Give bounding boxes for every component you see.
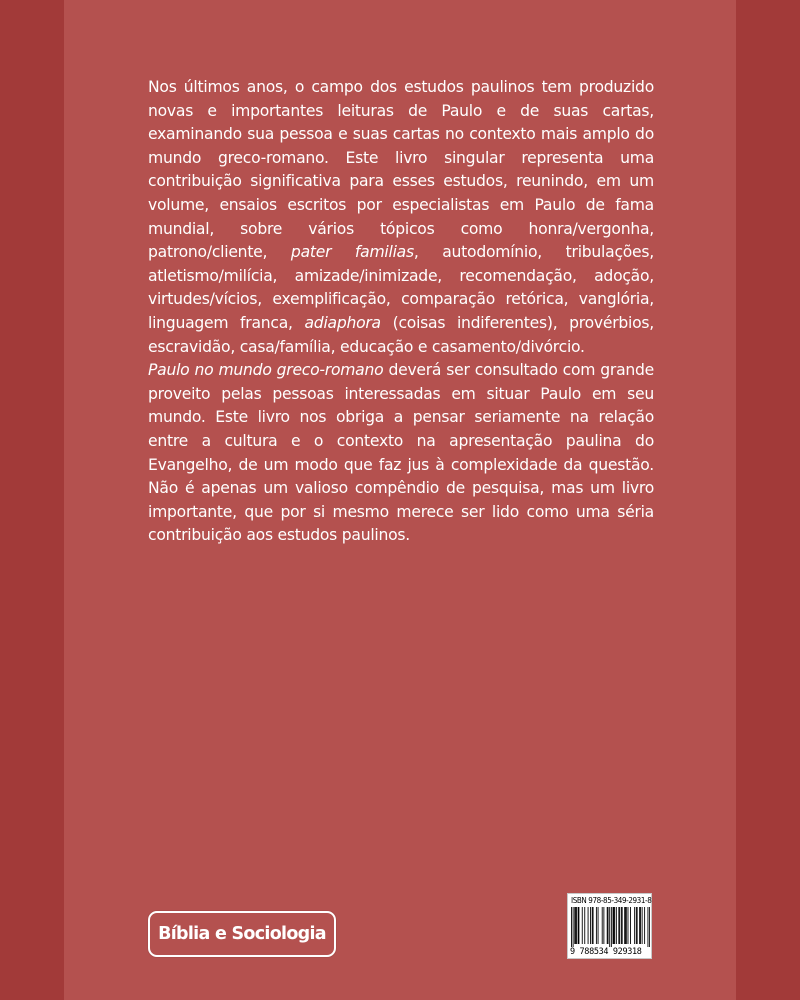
barcode-bar: [593, 907, 594, 944]
barcode-bar: [614, 907, 615, 944]
blurb-italic-term: adiaphora: [304, 313, 381, 332]
barcode-bar: [634, 907, 635, 944]
barcode-bar: [609, 907, 610, 947]
isbn-barcode: [567, 893, 652, 959]
barcode-bar: [602, 907, 603, 944]
right-edge-band: [736, 0, 800, 1000]
barcode-digits: 9 788534 929318: [570, 947, 642, 957]
barcode-bar: [625, 907, 626, 944]
barcode-bar: [578, 907, 579, 944]
blurb-text: Nos últimos anos, o campo dos estudos paulinos tem produzido novas e importantes leituras de Paulo e de suas cartas, examinando sua pessoa e suas cartas no contexto mais amplo do mundo greco-romano. Este livro singular representa uma contribuição significativa para esses estudos, reunindo, em um volume, ensaios escritos por especialistas em Paulo de fama mundial, sobre vários tópicos como honra/vergonha, patrono/cliente,: [148, 78, 654, 262]
left-spine-band: [0, 0, 64, 1000]
barcode-bar: [613, 907, 614, 944]
back-cover-blurb: [148, 76, 654, 548]
barcode-bar: [619, 907, 620, 944]
barcode-bar: [642, 907, 643, 944]
blurb-text: (coisas indiferentes), provérbios, escravidão, casa/família, educação e casamento/divórcio.: [148, 313, 654, 356]
barcode-bar: [598, 907, 599, 944]
series-label: Bíblia e Sociologia: [158, 924, 326, 944]
barcode-bar: [613, 907, 614, 944]
blurb-text: deverá ser consultado com grande proveito pelas pessoas interessadas em situar Paulo em seu mundo. Este livro nos obriga a pensar seriamente na relação entre a cultura e o contexto na apresentação paulina do Evangelho, de um modo que faz jus à complexidade da questão. Não é apenas um valioso compêndio de pesquisa, mas um livro importante, que por si mesmo merece ser lido como uma séria contribuição aos estudos paulinos.: [148, 361, 655, 545]
barcode-bar: [590, 907, 591, 944]
barcode-bar: [607, 907, 608, 944]
barcode-bar: [640, 907, 641, 944]
blurb-paragraph-2: [148, 359, 654, 548]
barcode-bar: [584, 907, 585, 944]
barcode-bar: [644, 907, 645, 944]
book-title-italic: Paulo no mundo greco-romano: [148, 361, 384, 380]
barcode-bar: [574, 907, 575, 944]
barcode-bar: [596, 907, 597, 944]
barcode-bar: [592, 907, 593, 944]
barcode-bar: [624, 907, 625, 944]
barcode-bars: [571, 907, 650, 947]
barcode-bar: [608, 907, 609, 944]
barcode-bar: [573, 907, 574, 947]
barcode-bar: [639, 907, 640, 944]
barcode-bar: [618, 907, 619, 944]
barcode-bar: [571, 907, 572, 947]
series-badge: [148, 911, 336, 957]
barcode-bar: [622, 907, 623, 944]
blurb-paragraph-1: [148, 76, 654, 359]
barcode-bar: [648, 907, 649, 947]
isbn-label: ISBN 978-85-349-2931-8: [571, 896, 652, 905]
barcode-bar: [637, 907, 638, 944]
barcode-bar: [621, 907, 622, 944]
barcode-bar: [588, 907, 589, 944]
barcode-bar: [582, 907, 583, 944]
barcode-bar: [649, 907, 650, 947]
barcode-bar: [575, 907, 576, 944]
barcode-bar: [630, 907, 631, 944]
barcode-bar: [611, 907, 612, 947]
barcode-bar: [576, 907, 577, 944]
barcode-bar: [628, 907, 629, 944]
blurb-text: , autodomínio, tribulações, atletismo/milícia, amizade/inimizade, recomendação, adoção, virtudes/vícios, exemplificação, comparação retórica, vanglória, linguagem franca,: [148, 243, 654, 332]
barcode-bar: [616, 907, 617, 944]
barcode-bar: [636, 907, 637, 944]
barcode-bar: [626, 907, 627, 944]
barcode-bar: [578, 907, 579, 944]
blurb-italic-term: pater familias: [290, 243, 414, 262]
barcode-bar: [603, 907, 604, 944]
